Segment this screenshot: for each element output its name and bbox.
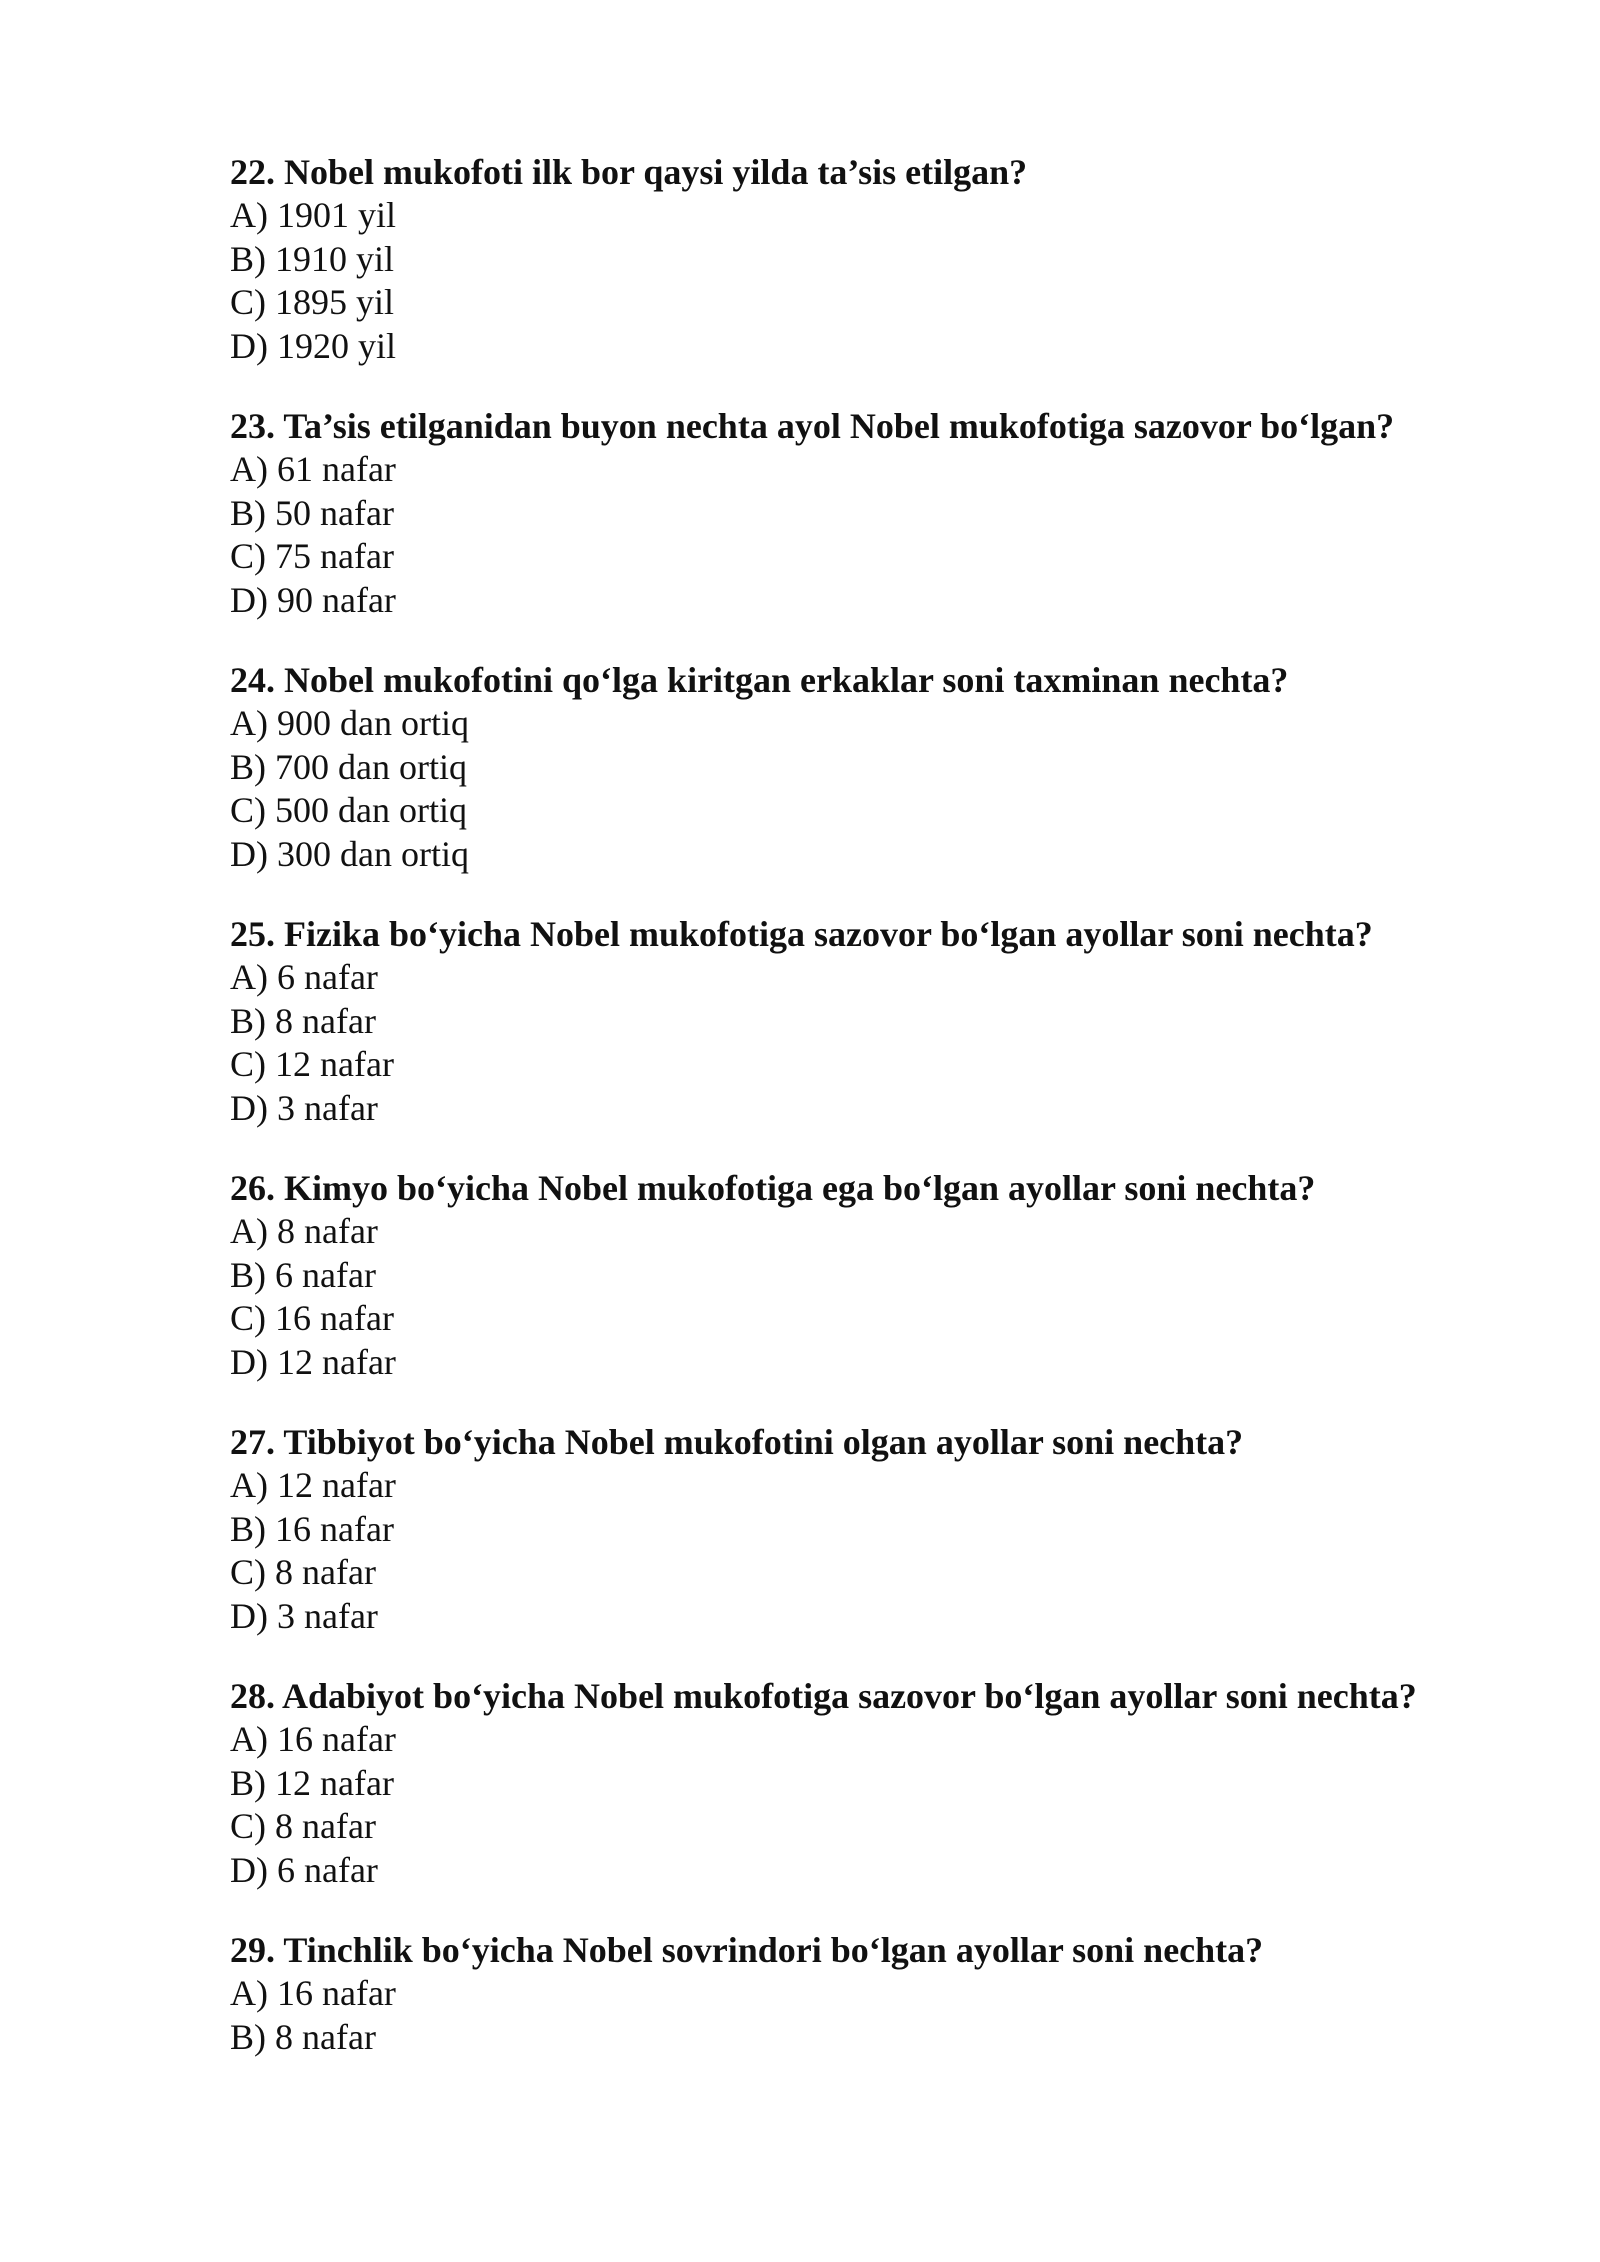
answer-option: C) 75 nafar [230,536,394,576]
answer-option: A) 16 nafar [230,1719,396,1759]
question-title: 22. Nobel mukofoti ilk bor qaysi yilda ta’sis etilgan? [230,152,1028,192]
answer-option: D) 6 nafar [230,1849,378,1890]
answer-option: D) 1920 yil [230,325,396,366]
answer-option: C) 8 nafar [230,1552,376,1592]
question-block [230,404,1530,622]
answer-option: C) 8 nafar [230,1806,376,1846]
question-block [230,150,1530,368]
answer-option: A) 900 dan ortiq [230,703,469,743]
answer-option: A) 6 nafar [230,957,378,997]
question-title: 25. Fizika bo‘yicha Nobel mukofotiga sazovor bo‘lgan ayollar soni nechta? [230,914,1373,954]
question-block [230,1420,1530,1638]
answer-option: B) 12 nafar [230,1762,394,1803]
answer-option: B) 6 nafar [230,1254,376,1295]
question-block [230,912,1530,1130]
answer-option: D) 90 nafar [230,579,396,620]
answer-option: D) 300 dan ortiq [230,833,469,874]
question-title: 27. Tibbiyot bo‘yicha Nobel mukofotini olgan ayollar soni nechta? [230,1422,1244,1462]
question-title: 23. Ta’sis etilganidan buyon nechta ayol Nobel mukofotiga sazovor bo‘lgan? [230,406,1395,446]
answer-option: A) 8 nafar [230,1211,378,1251]
question-list [230,150,1530,2095]
answer-option: D) 3 nafar [230,1087,378,1128]
answer-option: C) 12 nafar [230,1044,394,1084]
answer-option: D) 12 nafar [230,1341,396,1382]
question-block [230,1166,1530,1384]
answer-option: B) 8 nafar [230,1000,376,1041]
answer-option: B) 700 dan ortiq [230,746,467,787]
answer-option: B) 16 nafar [230,1508,394,1549]
question-title: 28. Adabiyot bo‘yicha Nobel mukofotiga sazovor bo‘lgan ayollar soni nechta? [230,1676,1417,1716]
answer-option: C) 500 dan ortiq [230,790,467,830]
question-title: 24. Nobel mukofotini qo‘lga kiritgan erkaklar soni taxminan nechta? [230,660,1289,700]
answer-option: B) 8 nafar [230,2016,376,2057]
question-block [230,1674,1530,1892]
answer-option: B) 50 nafar [230,492,394,533]
question-block [230,1928,1530,2059]
answer-option: A) 61 nafar [230,449,396,489]
answer-option: C) 16 nafar [230,1298,394,1338]
question-title: 29. Tinchlik bo‘yicha Nobel sovrindori bo‘lgan ayollar soni nechta? [230,1930,1264,1970]
answer-option: A) 1901 yil [230,195,396,235]
question-block [230,658,1530,876]
answer-option: A) 12 nafar [230,1465,396,1505]
answer-option: D) 3 nafar [230,1595,378,1636]
answer-option: C) 1895 yil [230,282,395,322]
answer-option: B) 1910 yil [230,238,395,279]
question-title: 26. Kimyo bo‘yicha Nobel mukofotiga ega bo‘lgan ayollar soni nechta? [230,1168,1316,1208]
answer-option: A) 16 nafar [230,1973,396,2013]
